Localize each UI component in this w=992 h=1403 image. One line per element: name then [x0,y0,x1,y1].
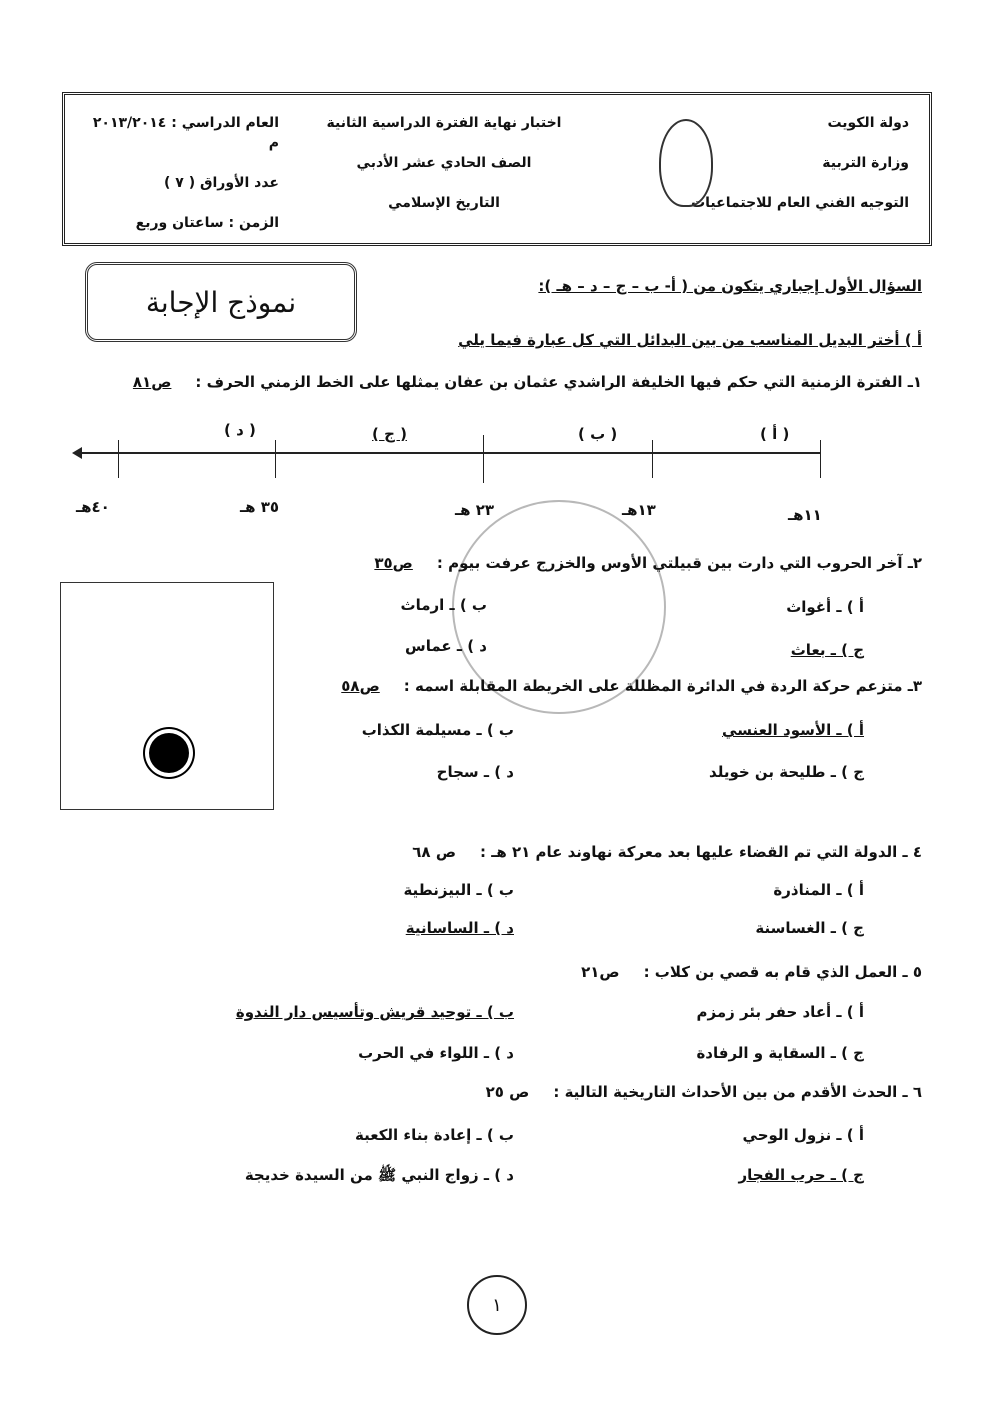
exam-header [62,92,932,246]
academic-year: العام الدراسي : ٢٠١٣/٢٠١٤ م [92,115,279,151]
q6-text: ٦ ـ الحدث الأقدم من بين الأحداث التاريخية التالية : [553,1083,922,1101]
q4-option: أ ) ـ المناذرة [773,881,864,899]
q6-option: أ ) ـ نزول الوحي [742,1126,864,1144]
q4-option-correct: د ) ـ الساسانية [405,919,514,937]
q5-option: أ ) ـ أعاد حفر بئر زمزم [696,1003,864,1021]
page-number-text: ١ [492,1294,502,1316]
q3-row [280,676,922,696]
q4-ref: ص ٦٨ [412,843,456,861]
page-number [467,1275,527,1335]
q2-option: ب ) ـ ارماث [400,596,487,614]
q3-option: ب ) ـ مسيلمة الكذاب [361,721,514,739]
q1-text: ١ـ الفترة الزمنية التي حكم فيها الخليفة الراشدي عثمان بن عفان يمثلها على الخط الزمني الحرف : [195,373,922,391]
arabia-map [60,582,274,810]
timeline-date: ١١هـ [788,506,822,524]
q3-ref: ص٥٨ [341,677,380,695]
exam-title: اختبار نهاية الفترة الدراسية الثانية [326,115,562,131]
timeline-letter-d: ( د ) [224,421,256,439]
department: التوجيه الفني العام للاجتماعيات [691,195,909,211]
q6-ref: ص ٢٥ [485,1083,530,1101]
timeline-date: ٢٣ هـ [455,501,495,519]
q2-option-correct: ج ) ـ بعاث [790,641,864,659]
q2-row [60,553,922,573]
q5-option: ج ) ـ السقاية و الرفادة [696,1044,864,1062]
header-right-column [609,113,909,243]
q4-option: ب ) ـ البيزنطية [403,881,514,899]
q2-text: ٢ـ آخر الحروب التي دارت بين قبيلتي الأوس والخزرج عرفت بيوم : [436,554,922,572]
q6-option: ب ) ـ إعادة بناء الكعبة [355,1126,514,1144]
q1-ref: ص٨١ [132,373,172,391]
q2-ref: ص٣٥ [374,554,413,572]
q3-option: ج ) ـ طليحة بن خويلد [709,763,864,781]
q5-option: د ) ـ اللواء في الحرب [358,1044,514,1062]
answer-model-box [85,262,357,342]
q6-option: د ) ـ زواج النبي ﷺ من السيدة خديجة [244,1166,514,1184]
timeline-letter-a: ( أ ) [760,425,790,443]
timeline-letter-c: ( ج ) [372,425,407,443]
kuwait-emblem-icon [659,119,713,207]
q4-text: ٤ ـ الدولة التي تم القضاء عليها بعد معركة نهاوند عام ٢١ هـ : [480,843,922,861]
timeline-date: ٣٥ هـ [240,498,280,516]
q1-row [60,372,922,392]
q4-row [60,842,922,862]
section-a-instruction: أ ) أختر البديل المناسب من بين البدائل التي كل عبارة فيما يلي [458,331,922,349]
sheet-count: عدد الأوراق ( ٧ ) [164,175,279,191]
ministry: وزارة التربية [822,155,909,171]
q3-option: د ) ـ سجاح [436,763,514,781]
subject: التاريخ الإسلامي [388,195,500,211]
q5-ref: ص٢١ [581,963,620,981]
exam-time: الزمن : ساعتان وربع [135,215,279,231]
q6-option-correct: ج ) ـ حرب الفجار [738,1166,864,1184]
q2-option: أ ) ـ أغواث [786,598,864,616]
q5-option-correct: ب ) ـ توحيد قريش وتأسيس دار الندوة [235,1003,514,1021]
q5-row [60,962,922,982]
country: دولة الكويت [827,115,909,131]
arrow-left-icon [72,447,82,459]
shaded-circle-icon [149,733,189,773]
timeline-letter-b: ( ب ) [578,425,618,443]
header-middle-column [279,113,609,243]
q5-text: ٥ ـ العمل الذي قام به قصي بن كلاب : [643,963,922,981]
q3-text: ٣ـ متزعم حركة الردة في الدائرة المظللة على الخريطة المقابلة اسمه : [403,677,922,695]
q6-row [60,1082,922,1102]
grade: الصف الحادي عشر الأدبي [356,155,532,171]
q2-option: د ) ـ عماس [405,637,487,655]
q3-option-correct: أ ) ـ الأسود العنسي [722,721,864,739]
timeline-date: ٤٠هـ [76,498,110,516]
q4-option: ج ) ـ الغساسنة [755,919,864,937]
answer-model-label: نموذج الإجابة [145,285,297,319]
question-1-title: السؤال الأول إجباري يتكون من ( أ- ب – ج – د – هـ ): [538,277,922,295]
timeline-date: ١٣هـ [622,501,656,519]
header-left-column [81,113,279,243]
